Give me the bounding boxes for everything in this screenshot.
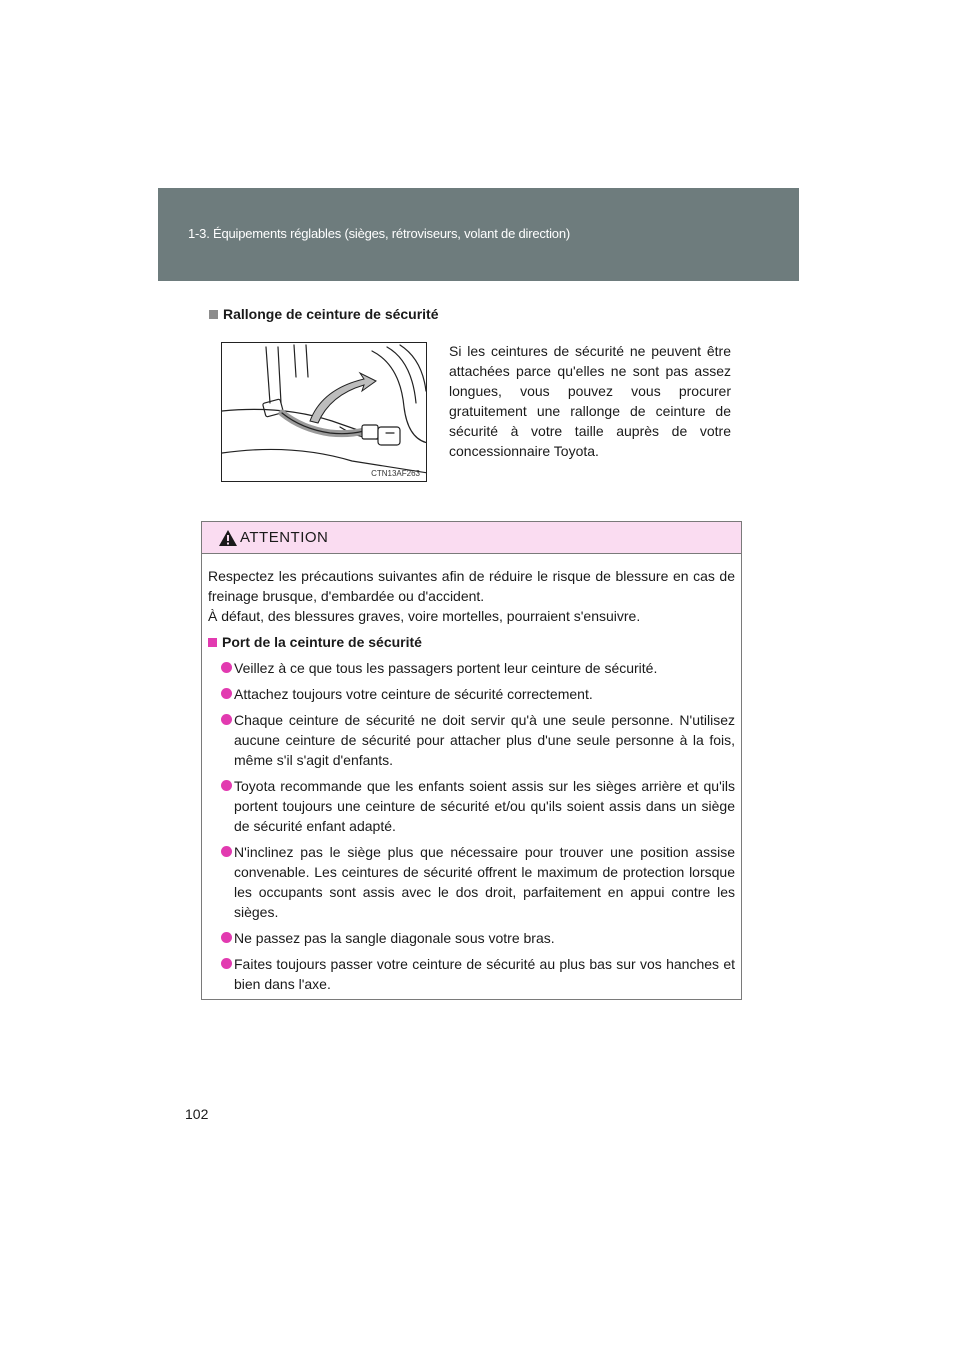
section-header-bar [158,188,799,281]
circle-bullet-icon [221,932,232,943]
circle-bullet-icon [221,714,232,725]
warning-intro-line-2: À défaut, des blessures graves, voire mortelles, pourraient s'ensuivre. [208,608,641,624]
list-item-text: Chaque ceinture de sécurité ne doit servir qu'à une seule personne. N'utilisez aucune ceinture de sécurité pour attacher plus d'une seule personne à la fois, même s'il s'agit d'enfants. [234,712,735,768]
seatbelt-extension-illustration [221,342,427,482]
circle-bullet-icon [221,662,232,673]
list-item [208,710,735,770]
circle-bullet-icon [221,846,232,857]
warning-box [201,521,742,1000]
section-title: 1-3. Équipements réglables (sièges, rétroviseurs, volant de direction) [188,226,570,241]
warning-subheading [208,632,735,652]
list-item [208,658,735,678]
seatbelt-illustration-svg [222,343,427,482]
list-item [208,954,735,994]
page-number: 102 [185,1106,209,1122]
list-item-text: Toyota recommande que les enfants soient assis sur les sièges arrière et qu'ils portent toujours une ceinture de sécurité et/ou qu'ils soient assis dans un siège de sécurité enfant adapté. [234,778,735,834]
list-item [208,928,735,948]
extension-paragraph: Si les ceintures de sécurité ne peuvent être attachées parce qu'elles ne sont pas assez longues, vous pouvez vous procurer gratuitement une rallonge de ceinture de sécurité à votre taille auprès de votre concessionnaire Toyota. [449,343,731,459]
warning-header [202,522,741,554]
warning-body [202,554,741,994]
list-item-text: N'inclinez pas le siège plus que nécessaire pour trouver une position assise convenable. Les ceintures de sécurité offrent le maximum de protection lorsque les occupants sont assis avec le dos droit, parfaitement en appui contre les sièges. [234,844,735,920]
warning-list [208,658,735,994]
list-item-text: Veillez à ce que tous les passagers portent leur ceinture de sécurité. [234,660,658,676]
circle-bullet-icon [221,688,232,699]
list-item-text: Ne passez pas la sangle diagonale sous votre bras. [234,930,555,946]
square-bullet-icon [208,638,217,647]
list-item [208,776,735,836]
warning-intro [208,566,735,626]
list-item [208,684,735,704]
circle-bullet-icon [221,958,232,969]
list-item-text: Attachez toujours votre ceinture de sécurité correctement. [234,686,593,702]
warning-triangle-icon [218,529,238,547]
list-item-text: Faites toujours passer votre ceinture de sécurité au plus bas sur vos hanches et bien dans l'axe. [234,956,735,992]
circle-bullet-icon [221,780,232,791]
square-bullet-icon [209,310,218,319]
extension-heading [209,306,439,322]
figure-code: CTN13AF263 [371,469,420,478]
warning-title: ATTENTION [240,529,329,546]
warning-subheading-text: Port de la ceinture de sécurité [222,634,422,650]
extension-heading-text: Rallonge de ceinture de sécurité [223,306,439,322]
warning-intro-line-1: Respectez les précautions suivantes afin de réduire le risque de blessure en cas de freinage brusque, d'embardée ou d'accident. [208,568,735,604]
list-item [208,842,735,922]
